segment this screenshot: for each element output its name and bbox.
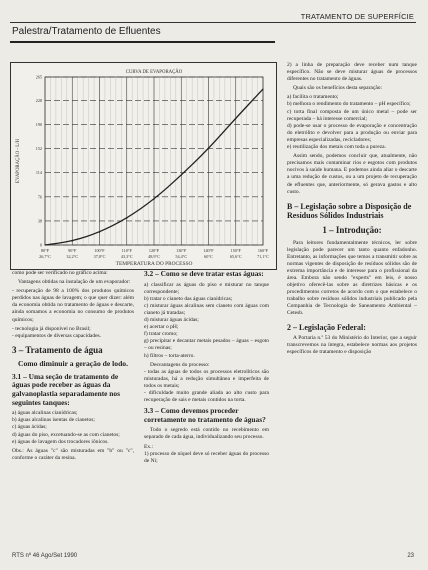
text-paragraph: - equipamentos de diversas capacidades. (12, 332, 102, 339)
list-item: e) acertar o pH; (144, 324, 179, 331)
list-item: b) melhora o rendimento do tratamento – pH específico; (287, 101, 411, 108)
section-heading: 3 – Tratamento de água (12, 344, 103, 355)
section-heading: 2 – Legislação Federal: (287, 322, 366, 332)
x-tick-label-f: 80°F (40, 248, 50, 253)
x-tick-label-f: 90°F (68, 248, 77, 253)
x-tick-label-f: 150°F (230, 248, 241, 253)
x-tick-label-c: 65,6°C (229, 254, 242, 259)
list-item: a) facilita o tratamento; (287, 94, 339, 101)
x-tick-label-f: 120°F (148, 248, 160, 253)
text-paragraph: - tecnologia já disponível no Brasil; (12, 325, 91, 332)
x-tick-label-c: 48,9°C (148, 254, 160, 259)
journal-footer: RTS nº 46 Ago/Set 1990 (12, 553, 78, 559)
text-paragraph: como pode ser verificado no gráfico acima: (12, 270, 108, 276)
section-heading: 3.2 – Como se deve tratar estas águas: (144, 269, 264, 278)
text-paragraph: - recuperação de 98 a 100% dos produtos químicos perdidos nas águas de lavagem; o que quer dizer: além da economia obtida no tratamento de águas e descarte, ainda somamos a economia no consumo de produtos químicos; (12, 288, 134, 323)
x-tick-label-c: 60°C (204, 254, 213, 259)
y-tick-label: 114 (35, 170, 42, 176)
section-heading: 3.3 – Como devemos proceder corretamente no tratamento de águas? (144, 406, 266, 424)
y-tick-label: 190 (35, 122, 42, 128)
curve-point (153, 199, 154, 200)
section-heading: 1 – Introdução: (322, 224, 382, 235)
section-title: TRATAMENTO DE SUPERFÍCIE (300, 12, 414, 21)
section-heading: 3.1 – Uma seção de tratamento de águas pode receber as águas da galvanoplastia separadamente nos seguintes tanques: (12, 371, 120, 407)
x-axis-label: TEMPERATURA DO PROCESSO (115, 261, 193, 267)
text-paragraph: Para leitores fundamentalmente técnicos, ler sobre legislação pode parecer um tanto quanto enfadonho. Entretanto, as informações que temos a transmitir sobre as normas vigentes de disposição de resíduos sólidos são de extrema importância e de interesse para o profissional da área. Embora não sendo "experts" em leis, é nosso objetivo oferecê-las sobre as diretrizes básicas e os procedimentos corretos de acordo com o que estabelece o trabalho sobre resíduos sólidos industriais publicado pela Companhia de Tecnologia de Saneamento Ambiental – Cetesb. (287, 239, 417, 317)
y-tick-label: 265 (35, 74, 42, 80)
left-column (12, 270, 134, 464)
list-item: d) águas do piso, excetuando-se as com cianetos; (12, 431, 120, 438)
y-tick-label: 152 (35, 146, 42, 152)
curve-point (44, 244, 45, 245)
x-tick-label-c: 32,2°C (66, 254, 79, 259)
curve-point (208, 148, 209, 149)
x-tick-label-c: 43,3°C (120, 254, 133, 259)
chart-title: CURVA DE EVAPORAÇÃO (125, 70, 183, 75)
text-paragraph: Quais são os benefícios desta separação: (293, 85, 383, 92)
evaporation-chart (10, 62, 277, 270)
curve-point (99, 232, 100, 233)
text-paragraph: Ex.: (144, 443, 154, 450)
text-paragraph: Obs.: As águas "c" são misturadas em "b" ou "c", conforme o caráter da resina. (12, 447, 134, 461)
list-item: d) pode-se usar o processo de evaporação e concentração do eletrólito e devolver para a produção ou enviar para empresas especializadas, recicladores; (287, 122, 417, 143)
y-axis-label: EVAPORAÇÃO - L/H (16, 139, 21, 183)
y-tick-label: 228 (35, 97, 42, 103)
list-item: c) águas ácidas; (12, 424, 47, 431)
curve-point (235, 118, 236, 119)
right-column (287, 62, 417, 358)
text-paragraph: Desvantagens do processo: (150, 361, 210, 368)
evaporation-chart-svg (11, 63, 276, 269)
curve-point (181, 175, 182, 176)
text-paragraph: - todas as águas de todos os processos eletrolíticos são misturadas, há a redução simultânea e imperfeita de todos os metais; (144, 368, 269, 389)
y-tick-label: 38 (37, 218, 42, 224)
section-heading: B – Legislação sobre a Disposição de Resíduos Sólidos Industriais (287, 201, 412, 221)
text-paragraph: Todo o segredo está contido no recebimento em separado de cada água, individualizando seu processo. (144, 427, 269, 441)
x-tick-label-f: 140°F (203, 248, 214, 253)
list-item: b) águas alcalinas isentas de cianetos; (12, 417, 95, 424)
list-item: a) águas alcalinas cianídricas; (12, 410, 78, 417)
list-item: h) filtros – torta-aterro. (144, 352, 195, 359)
list-item: b) tratar o cianeto das águas cianídricas; (144, 295, 233, 302)
middle-column (144, 270, 269, 467)
x-tick-label-f: 130°F (176, 248, 187, 253)
header-rule (10, 22, 416, 23)
page-number: 23 (407, 553, 414, 559)
curve-point (72, 241, 73, 242)
y-tick-label: 0 (39, 242, 42, 248)
list-item: c) torta final composta de um único metal – pode ser recuperada – há interesse comercial; (287, 108, 417, 122)
text-paragraph: 2) a linha de preparação deve receber num tanque específico. Não se deve misturar águas de processos diferentes no tratamento de águas. (287, 62, 417, 83)
section-subheading: Como diminuir a geração de lodo. (18, 358, 128, 368)
list-item: g) precipitar e decantar metais pesados – águas – esgoto – ou resinas; (144, 338, 269, 352)
x-tick-label-c: 54,4°C (175, 254, 188, 259)
list-item: e) reutilização dos metais com toda a pureza. (287, 144, 386, 151)
text-paragraph: Assim sendo, podemos concluir que, atualmente, não precisamos mais contaminar rios e esgotos com produtos nocivos à saúde humana. E podemos ainda aliar o descarte a uma redução de custos, ou a um projeto de recuperação de efluentes que, anteriormente, só gerava gastos e alto custo. (287, 153, 417, 195)
curve-point (262, 88, 263, 89)
x-tick-label-f: 110°F (121, 248, 132, 253)
curve-point (126, 218, 127, 219)
x-tick-label-c: 26,7°C (39, 254, 51, 259)
x-tick-label-f: 160°F (257, 248, 269, 253)
text-paragraph: 1) processo de níquel deve só receber águas do processo de Ni; (144, 450, 269, 464)
list-item: c) misturar águas alcalinas sem cianeto com águas com cianeto já tratadas; (144, 302, 269, 316)
list-item: d) misturar águas ácidas; (144, 317, 199, 324)
x-tick-label-c: 71,1°C (257, 254, 269, 259)
text-paragraph: A Portaria n.º 53 do Ministério do Interior, que a seguir transcrevemos na íntegra, estabelece normas aos projetos específicos de tratamento e disposição (287, 334, 417, 356)
title-rule (10, 41, 275, 43)
x-tick-label-f: 100°F (94, 248, 105, 253)
x-tick-label-c: 37,8°C (93, 254, 106, 259)
list-item: a) classificar as águas do piso e misturar no tanque correspondente; (144, 281, 269, 295)
page-title: Palestra/Tratamento de Efluentes (12, 26, 161, 37)
list-item: f) tratar cromo; (144, 331, 178, 338)
text-paragraph: - dificuldade muito grande aliada ao alto custo para recuperação de sais e metais contidos na torta. (144, 390, 269, 404)
y-tick-label: 76 (37, 194, 42, 200)
text-paragraph: Vantagens obtidas na instalação de um evaporador: (18, 279, 131, 286)
list-item: e) águas de lavagem dos trocadores iônicos. (12, 438, 109, 445)
